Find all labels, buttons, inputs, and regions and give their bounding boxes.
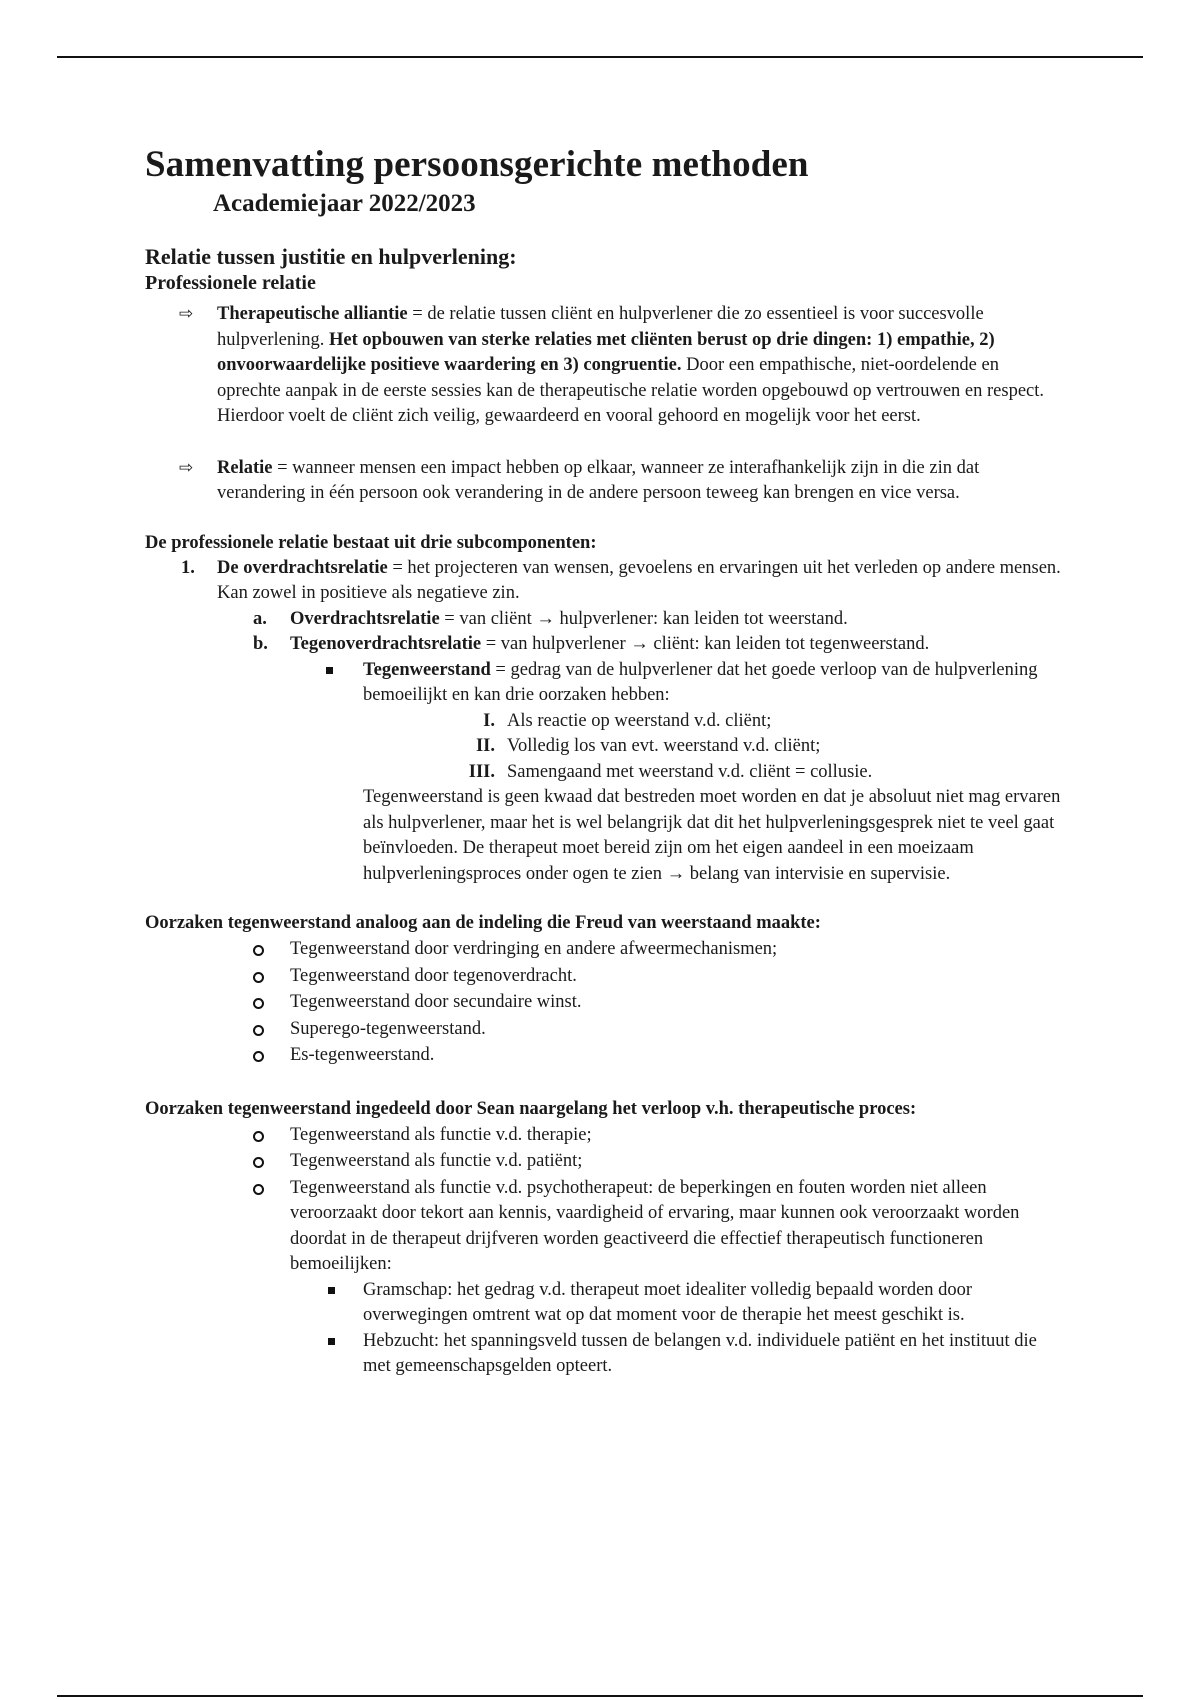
bottom-rule: [57, 1695, 1143, 1697]
list-item: b. Tegenoverdrachtsrelatie = van hulpverlener → cliënt: kan leiden tot tegenweerstand.: [253, 634, 930, 654]
list-item: Tegenweerstand door verdringing en andere afweermechanismen;: [145, 937, 1065, 963]
section3-heading: Oorzaken tegenweerstand analoog aan de indeling die Freud van weerstaand maakte:: [145, 913, 821, 933]
square-bullet-icon: [328, 1338, 335, 1345]
list-item: Superego-tegenweerstand.: [145, 1017, 1065, 1043]
list-item: Tegenweerstand door secundaire winst.: [145, 990, 1065, 1016]
list-item: ⇨ Therapeutische alliantie = de relatie tussen cliënt en hulpverlener die zo essentieel is voor succesvolle hulpverlening. Het opbouwen van sterke relaties met cliënten berust op drie dingen: 1) empathie, 2) onvoorwaardelijke positieve waardering en 3) congruentie. Door een empathische, niet-oordelende en oprechte aanpak in de eerste sessies kan de therapeutische relatie worden opgebouwd op vertrouwen en respect. Hierdoor voelt de cliënt zich veilig, gewaardeerd en vooral gehoord en mogelijk voor het eerst.: [179, 304, 1045, 426]
document-subtitle: Academiejaar 2022/2023: [213, 190, 476, 217]
list-item: II. Volledig los van evt. weerstand v.d. cliënt;: [475, 736, 821, 756]
list-item: 1. De overdrachtsrelatie = het projecteren van wensen, gevoelens en ervaringen uit het verleden op andere mensen. Kan zowel in positieve als negatieve zin.: [181, 557, 1061, 603]
circle-bullet-icon: [253, 1131, 264, 1142]
circle-bullet-icon: [253, 1157, 264, 1168]
list-item: Gramschap: het gedrag v.d. therapeut moet idealiter volledig bepaald worden door overwegingen omtrent wat op dat moment voor de therapie het meest geschikt is.: [145, 1278, 1065, 1329]
list-item: Es-tegenweerstand.: [145, 1043, 1065, 1069]
list-item: a. Overdrachtsrelatie = van cliënt → hulpverlener: kan leiden tot weerstand.: [253, 608, 848, 629]
list-item: Tegenweerstand als functie v.d. psychotherapeut: de beperkingen en fouten worden niet alleen veroorzaakt door tekort aan kennis, vaardigheid of ervaring, maar kunnen ook veroorzaakt worden doordat in de therapeut drijfveren worden geactiveerd die effectief therapeutisch functioneren bemoeilijken:: [145, 1176, 1065, 1278]
list-item: ⇨ Relatie = wanneer mensen een impact hebben op elkaar, wanneer ze interafhankelijk zijn in die zin dat verandering in één persoon ook verandering in de andere persoon teweeg kan brengen en vice versa.: [179, 457, 980, 503]
circle-bullet-icon: [253, 972, 264, 983]
list-item: Tegenweerstand als functie v.d. therapie;: [145, 1123, 1065, 1149]
list-item: Hebzucht: het spanningsveld tussen de belangen v.d. individuele patiënt en het instituut die met gemeenschapsgelden opteert.: [145, 1329, 1065, 1380]
arrow-right-icon: ⇨: [179, 457, 194, 478]
arrow-right-icon: ⇨: [179, 304, 194, 324]
term: Therapeutische alliantie: [217, 304, 408, 324]
section4-heading: Oorzaken tegenweerstand ingedeeld door Sean naargelang het verloop v.h. therapeutische proces:: [145, 1098, 917, 1119]
square-bullet-icon: [328, 1287, 335, 1294]
circle-bullet-icon: [253, 1184, 264, 1195]
section1-heading: Relatie tussen justitie en hulpverlening:: [145, 244, 517, 269]
document-title: Samenvatting persoonsgerichte methoden: [145, 144, 809, 185]
list-item: Tegenweerstand door tegenoverdracht.: [145, 964, 1065, 990]
list-item: I. Als reactie op weerstand v.d. cliënt;: [483, 710, 772, 731]
top-rule: [57, 56, 1143, 58]
list-item: Tegenweerstand = gedrag van de hulpverlener dat het goede verloop van de hulpverlening bemoeilijkt en kan drie oorzaken hebben:: [145, 658, 1065, 709]
paragraph: Tegenweerstand is geen kwaad dat bestreden moet worden en dat je absoluut niet mag ervaren als hulpverlener, maar het is wel belangrijk dat dit het hulpverleningsgesprek niet te veel gaat beïnvloeden. De therapeut moet bereid zijn om het eigen aandeel in een moeizaam hulpverleningsproces onder ogen te zien → belang van intervisie en supervisie.: [363, 787, 1061, 884]
document-body: [145, 143, 1065, 1380]
circle-bullet-icon: [253, 1025, 264, 1036]
section1-subheading: Professionele relatie: [145, 272, 316, 294]
section2-heading: De professionele relatie bestaat uit drie subcomponenten:: [145, 532, 597, 553]
circle-bullet-icon: [253, 998, 264, 1009]
list-item: Tegenweerstand als functie v.d. patiënt;: [145, 1149, 1065, 1175]
circle-bullet-icon: [253, 945, 264, 956]
term: Relatie: [217, 457, 273, 478]
circle-bullet-icon: [253, 1051, 264, 1062]
square-bullet-icon: [326, 667, 333, 674]
list-item: III. Samengaand met weerstand v.d. cliënt = collusie.: [468, 761, 873, 782]
